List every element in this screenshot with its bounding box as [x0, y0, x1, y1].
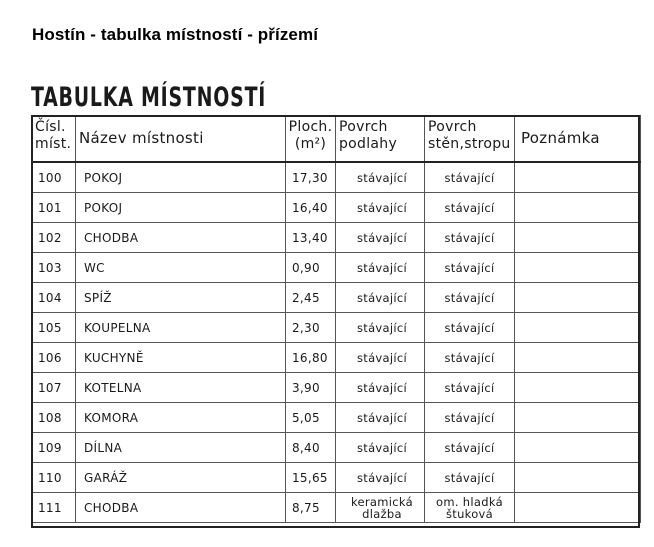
page-heading: Hostín - tabulka místností - přízemí	[32, 25, 319, 44]
room-wall-surface: stávající	[425, 373, 515, 403]
room-name: CHODBA	[76, 493, 286, 523]
room-wall-surface: stávající	[425, 463, 515, 493]
room-floor-surface: stávající	[336, 223, 425, 253]
drawing-title: TABULKA MÍSTNOSTÍ	[31, 82, 267, 113]
room-number: 106	[32, 343, 76, 373]
room-number: 103	[32, 253, 76, 283]
room-name: CHODBA	[76, 223, 286, 253]
room-area: 8,40	[286, 433, 336, 463]
header-area-line2: (m²)	[294, 136, 327, 152]
room-number: 100	[32, 162, 76, 193]
room-number: 105	[32, 313, 76, 343]
room-name: DÍLNA	[76, 433, 286, 463]
room-floor-surface: stávající	[336, 283, 425, 313]
room-number: 101	[32, 193, 76, 223]
header-room-number-line2: míst.	[35, 136, 72, 152]
room-floor-surface: stávající	[336, 403, 425, 433]
room-area: 16,40	[286, 193, 336, 223]
room-wall-surface: stávající	[425, 403, 515, 433]
room-wall-surface: stávající	[425, 253, 515, 283]
room-floor-surface: stávající	[336, 253, 425, 283]
room-name: POKOJ	[76, 162, 286, 193]
room-area: 16,80	[286, 343, 336, 373]
room-name: KOUPELNA	[76, 313, 286, 343]
floor-surface-line2: dlažba	[362, 506, 402, 521]
room-number: 109	[32, 433, 76, 463]
room-floor-surface: stávající	[336, 343, 425, 373]
header-area-line1: Ploch.	[288, 119, 333, 135]
wall-surface-line1: om. hladká	[436, 494, 503, 509]
floor-surface-line1: keramická	[350, 494, 414, 509]
room-name: GARÁŽ	[76, 463, 286, 493]
room-name: KOTELNA	[76, 373, 286, 403]
room-name: KUCHYNĚ	[76, 343, 286, 373]
room-area: 2,30	[286, 313, 336, 343]
room-area: 0,90	[286, 253, 336, 283]
room-wall-surface: stávající	[425, 343, 515, 373]
header-walls-line1: Povrch	[428, 119, 477, 135]
header-note: Poznámka	[515, 116, 641, 163]
room-area: 13,40	[286, 223, 336, 253]
room-name: WC	[76, 253, 286, 283]
room-name: POKOJ	[76, 193, 286, 223]
room-number: 111	[32, 493, 76, 523]
room-area: 5,05	[286, 403, 336, 433]
table-outer-border	[31, 115, 640, 528]
room-name: SPÍŽ	[76, 283, 286, 313]
room-floor-surface: stávající	[336, 433, 425, 463]
room-name: KOMORA	[76, 403, 286, 433]
room-area: 17,30	[286, 162, 336, 193]
room-floor-surface: stávající	[336, 193, 425, 223]
header-floor-line2: podlahy	[339, 136, 398, 152]
room-floor-surface: stávající	[336, 162, 425, 193]
header-room-name: Název místnosti	[76, 116, 286, 163]
room-area: 2,45	[286, 283, 336, 313]
room-floor-surface: stávající	[336, 313, 425, 343]
room-area: 15,65	[286, 463, 336, 493]
header-floor-line1: Povrch	[339, 119, 388, 135]
room-floor-surface: stávající	[336, 463, 425, 493]
room-area: 8,75	[286, 493, 336, 523]
room-number: 110	[32, 463, 76, 493]
room-wall-surface: stávající	[425, 193, 515, 223]
room-wall-surface: stávající	[425, 283, 515, 313]
room-wall-surface: stávající	[425, 313, 515, 343]
header-walls-line2: stěn,stropu	[428, 136, 511, 152]
room-wall-surface: stávající	[425, 223, 515, 253]
room-floor-surface: stávající	[336, 373, 425, 403]
room-wall-surface: stávající	[425, 433, 515, 463]
room-number: 104	[32, 283, 76, 313]
room-number: 102	[32, 223, 76, 253]
room-number: 107	[32, 373, 76, 403]
room-area: 3,90	[286, 373, 336, 403]
room-number: 108	[32, 403, 76, 433]
room-wall-surface: stávající	[425, 162, 515, 193]
wall-surface-line2: štuková	[445, 506, 494, 521]
header-room-number-line1: Čísl.	[35, 119, 66, 135]
